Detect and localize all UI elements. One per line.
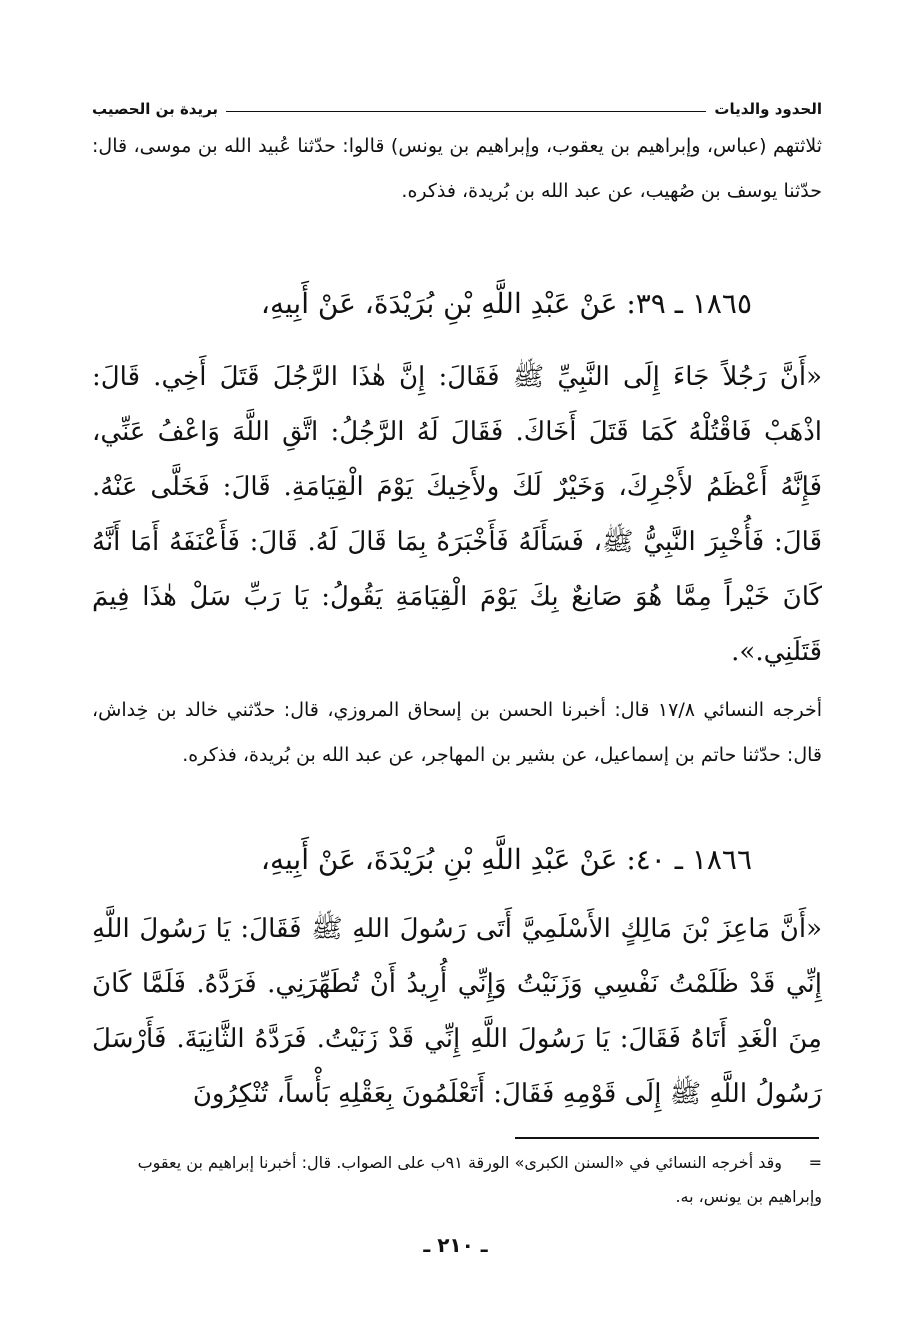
- hadith-1866-heading: ١٨٦٦ ـ ٤٠: عَنْ عَبْدِ اللَّهِ بْنِ بُرَيْدَةَ، عَنْ أَبِيهِ،: [260, 843, 752, 876]
- header-chapter-title: الحدود والديات: [714, 100, 822, 118]
- intro-paragraph: ثلاثتهم (عباس، وإبراهيم بن يعقوب، وإبراهيم بن يونس) قالوا: حدّثنا عُبيد الله بن موسى، قال: حدّثنا يوسف بن صُهيب، عن عبد الله بن بُريدة، فذكره.: [92, 135, 822, 202]
- footnote-text: وقد أخرجه النسائي في «السنن الكبرى» الورقة ٩١ب على الصواب. قال: أخبرنا إبراهيم بن يعقوب وإبراهيم بن يونس، به.: [137, 1153, 822, 1206]
- hadith-1866-text: «أَنَّ مَاعِزَ بْنَ مَالِكٍ الأَسْلَمِيَّ أَتَى رَسُولَ اللهِ ﷺ فَقَالَ: يَا رَسُولَ اللَّهِ إِنِّي قَدْ ظَلَمْتُ نَفْسِي وَزَنَيْتُ وَإِنِّي أُرِيدُ أَنْ تُطَهِّرَنِي. فَرَدَّهُ. فَلَمَّا كَانَ مِنَ الْغَدِ أَتَاهُ فَقَالَ: يَا رَسُولَ اللَّهِ إِنِّي قَدْ زَنَيْتُ. فَرَدَّهُ الثَّانِيَةَ. فَأَرْسَلَ رَسُولُ اللَّهِ ﷺ إِلَى قَوْمِهِ فَقَالَ: أَتَعْلَمُونَ بِعَقْلِهِ بَأْساً، تُنْكِرُونَ: [92, 914, 822, 1109]
- header-section-title: بريدة بن الحصيب: [92, 100, 219, 118]
- header-rule: [226, 111, 706, 112]
- footnote: [92, 1146, 822, 1214]
- footnote-divider: [515, 1137, 819, 1139]
- page-number: ـ ٢١٠ ـ: [423, 1233, 488, 1257]
- footnote-continuation-marker: =: [808, 1153, 822, 1172]
- running-header: [92, 92, 822, 118]
- hadith-1865-takhrij: أخرجه النسائي ١٧/٨ قال: أخبرنا الحسن بن إسحاق المروزي، قال: حدّثني خالد بن خِداش، قال: حدّثنا حاتم بن إسماعيل، عن بشير بن المهاجر، عن عبد الله بن بُريدة، فذكره.: [92, 699, 822, 766]
- hadith-1865-heading: ١٨٦٥ ـ ٣٩: عَنْ عَبْدِ اللَّهِ بْنِ بُرَيْدَةَ، عَنْ أَبِيهِ،: [260, 287, 752, 320]
- hadith-1865-text: «أَنَّ رَجُلاً جَاءَ إِلَى النَّبِيِّ ﷺ فَقَالَ: إِنَّ هٰذَا الرَّجُلَ قَتَلَ أَخِي. قَالَ: اذْهَبْ فَاقْتُلْهُ كَمَا قَتَلَ أَخَاكَ. فَقَالَ لَهُ الرَّجُلُ: اتَّقِ اللَّهَ وَاعْفُ عَنِّي، فَإِنَّهُ أَعْظَمُ لأَجْرِكَ، وَخَيْرٌ لَكَ ولأَخِيكَ يَوْمَ الْقِيَامَةِ. قَالَ: فَخَلَّى عَنْهُ. قَالَ: فَأُخْبِرَ النَّبِيُّ ﷺ، فَسَأَلَهُ فَأَخْبَرَهُ بِمَا قَالَ لَهُ. قَالَ: فَأَعْنَفَهُ أَمَا أَنَّهُ كَانَ خَيْراً مِمَّا هُوَ صَانِعٌ بِكَ يَوْمَ الْقِيَامَةِ يَقُولُ: يَا رَبِّ سَلْ هٰذَا فِيمَ قَتَلَنِي.».: [92, 362, 822, 667]
